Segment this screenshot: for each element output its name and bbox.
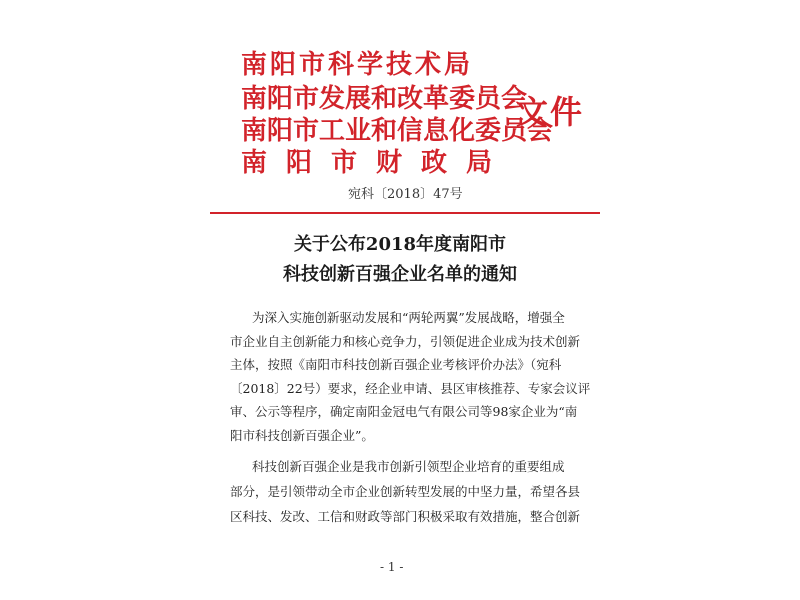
page-number: - 1 - — [380, 560, 404, 574]
issuer-finance-bureau: 南阳市财政局 — [241, 148, 512, 178]
body-line: 区科技、发改、工信和财政等部门积极采取有效措施，整合创新 — [230, 509, 581, 524]
body-line: 市企业自主创新能力和核心竞争力，引领促进企业成为技术创新 — [230, 334, 581, 349]
body-line: 部分，是引领带动全市企业创新转型发展的中坚力量，希望各县 — [230, 484, 581, 499]
body-line: 科技创新百强企业是我市创新引领型企业培育的重要组成 — [252, 459, 565, 474]
issuer-industry-commission: 南阳市工业和信息化委员会 — [241, 116, 554, 146]
document-title-line-2: 科技创新百强企业名单的通知 — [283, 264, 517, 285]
document-type-label: 文件 — [516, 93, 585, 131]
document-number: 宛科〔2018〕47号 — [348, 187, 463, 202]
body-line: 主体，按照《南阳市科技创新百强企业考核评价办法》（宛科 — [230, 357, 562, 372]
red-divider-line — [210, 212, 600, 214]
body-line: 阳市科技创新百强企业”。 — [230, 428, 374, 443]
issuer-science-bureau: 南阳市科学技术局 — [241, 50, 474, 80]
body-line: 审、公示等程序，确定南阳金冠电气有限公司等98家企业为“南 — [230, 404, 578, 419]
document-title-line-1: 关于公布2018年度南阳市 — [293, 234, 507, 255]
body-line: 〔2018〕22号）要求，经企业申请、县区审核推荐、专家会议评 — [230, 381, 591, 396]
issuer-development-commission: 南阳市发展和改革委员会 — [241, 84, 528, 114]
body-line: 为深入实施创新驱动发展和“两轮两翼”发展战略，增强全 — [252, 310, 565, 325]
